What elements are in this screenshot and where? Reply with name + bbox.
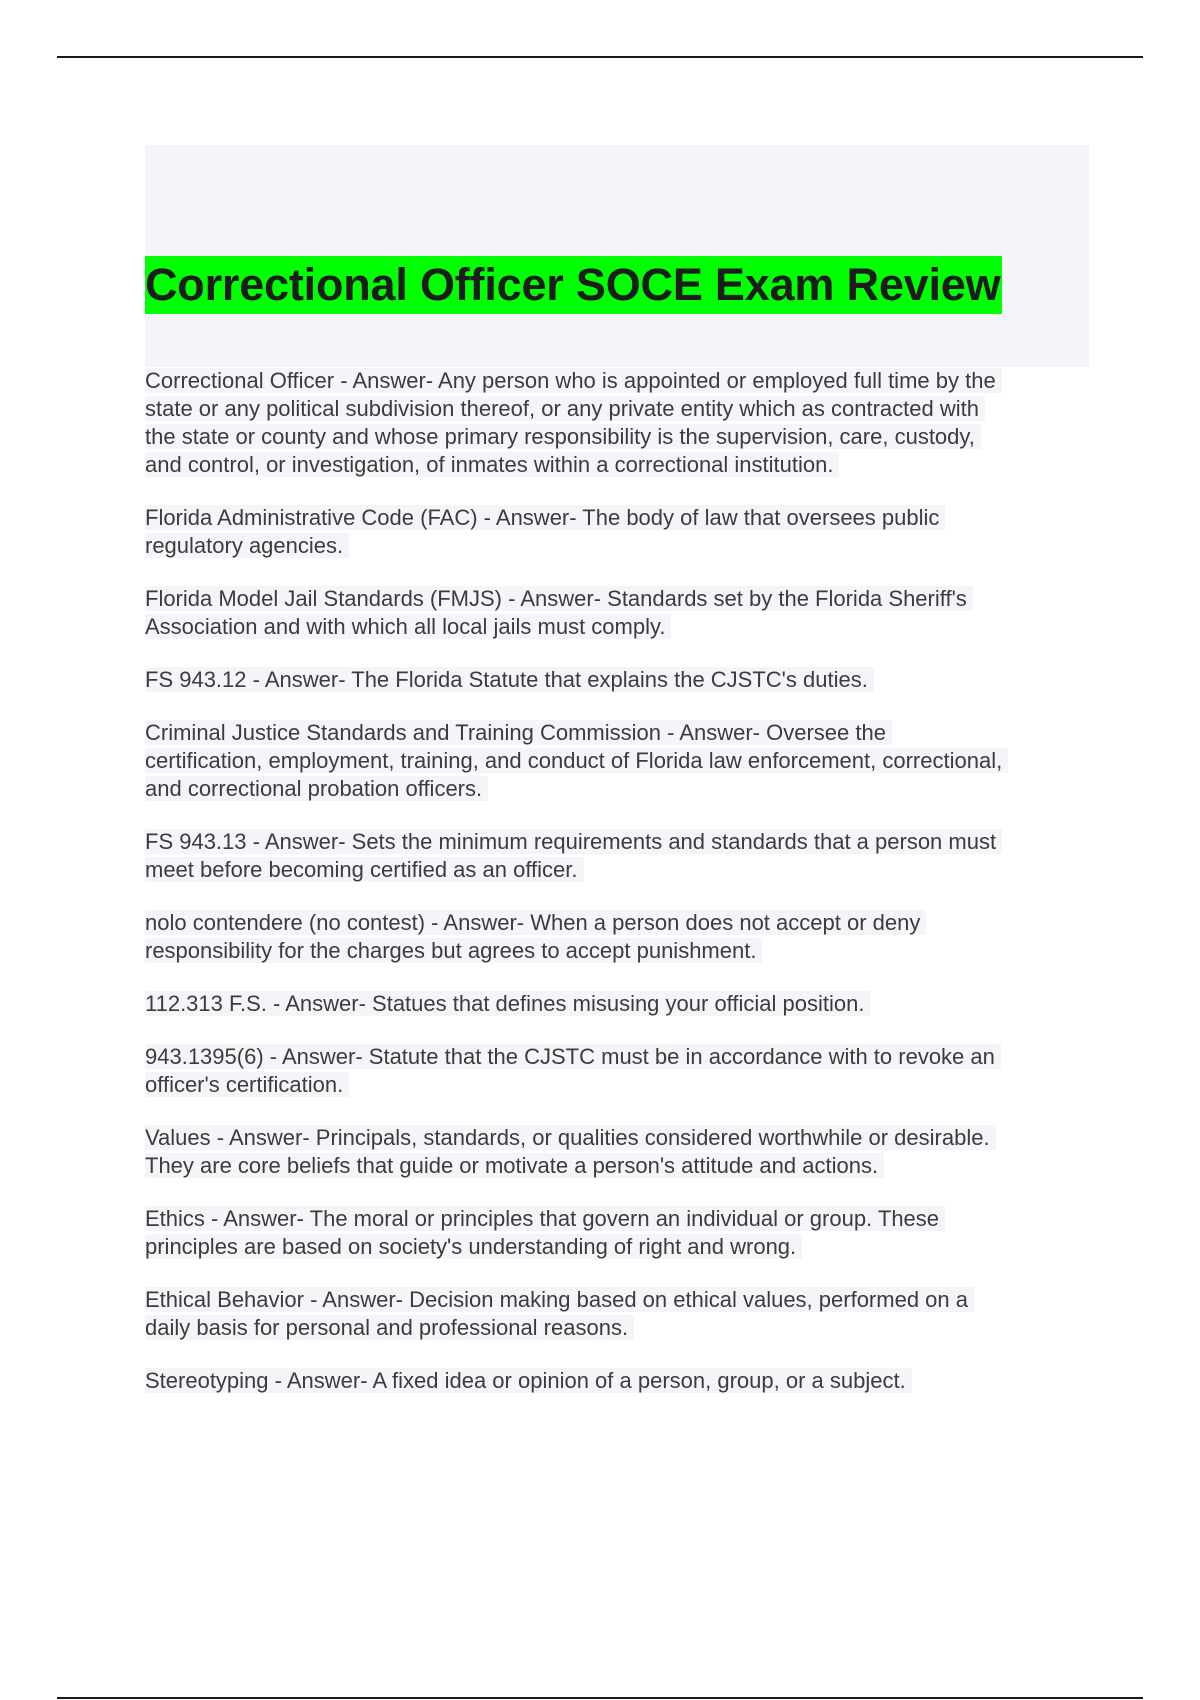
- entry-list: [145, 367, 1095, 1420]
- entry-stereotyping: Stereotyping - Answer- A fixed idea or opinion of a person, group, or a subject.: [145, 1367, 1095, 1395]
- entry-nolo-contendere: nolo contendere (no contest) - Answer- When a person does not accept or deny responsibility for the charges but agrees to accept punishment.: [145, 909, 1095, 965]
- document-title: Correctional Officer SOCE Exam Review: [145, 256, 1002, 314]
- entry-values: Values - Answer- Principals, standards, or qualities considered worthwhile or desirable. They are core beliefs that guide or motivate a person's attitude and actions.: [145, 1124, 1095, 1180]
- entry-ethical-behavior: Ethical Behavior - Answer- Decision making based on ethical values, performed on a daily basis for personal and professional reasons.: [145, 1286, 1095, 1342]
- entry-ethics: Ethics - Answer- The moral or principles that govern an individual or group. These principles are based on society's understanding of right and wrong.: [145, 1205, 1095, 1261]
- bottom-rule: [57, 1697, 1143, 1699]
- entry-fac: Florida Administrative Code (FAC) - Answer- The body of law that oversees public regulatory agencies.: [145, 504, 1095, 560]
- entry-fs-943-12: FS 943.12 - Answer- The Florida Statute that explains the CJSTC's duties.: [145, 666, 1095, 694]
- top-rule: [57, 56, 1143, 58]
- entry-943-1395: 943.1395(6) - Answer- Statute that the CJSTC must be in accordance with to revoke an officer's certification.: [145, 1043, 1095, 1099]
- entry-112-313: 112.313 F.S. - Answer- Statues that defines misusing your official position.: [145, 990, 1095, 1018]
- entry-fmjs: Florida Model Jail Standards (FMJS) - Answer- Standards set by the Florida Sheriff's Association and with which all local jails must comply.: [145, 585, 1095, 641]
- entry-correctional-officer: Correctional Officer - Answer- Any person who is appointed or employed full time by the state or any political subdivision thereof, or any private entity which as contracted with the state or county and whose primary responsibility is the supervision, care, custody, and control, or investigation, of inmates within a correctional institution.: [145, 367, 1095, 479]
- entry-cjstc: Criminal Justice Standards and Training Commission - Answer- Oversee the certification, employment, training, and conduct of Florida law enforcement, correctional, and correctional probation officers.: [145, 719, 1095, 803]
- entry-fs-943-13: FS 943.13 - Answer- Sets the minimum requirements and standards that a person must meet before becoming certified as an officer.: [145, 828, 1095, 884]
